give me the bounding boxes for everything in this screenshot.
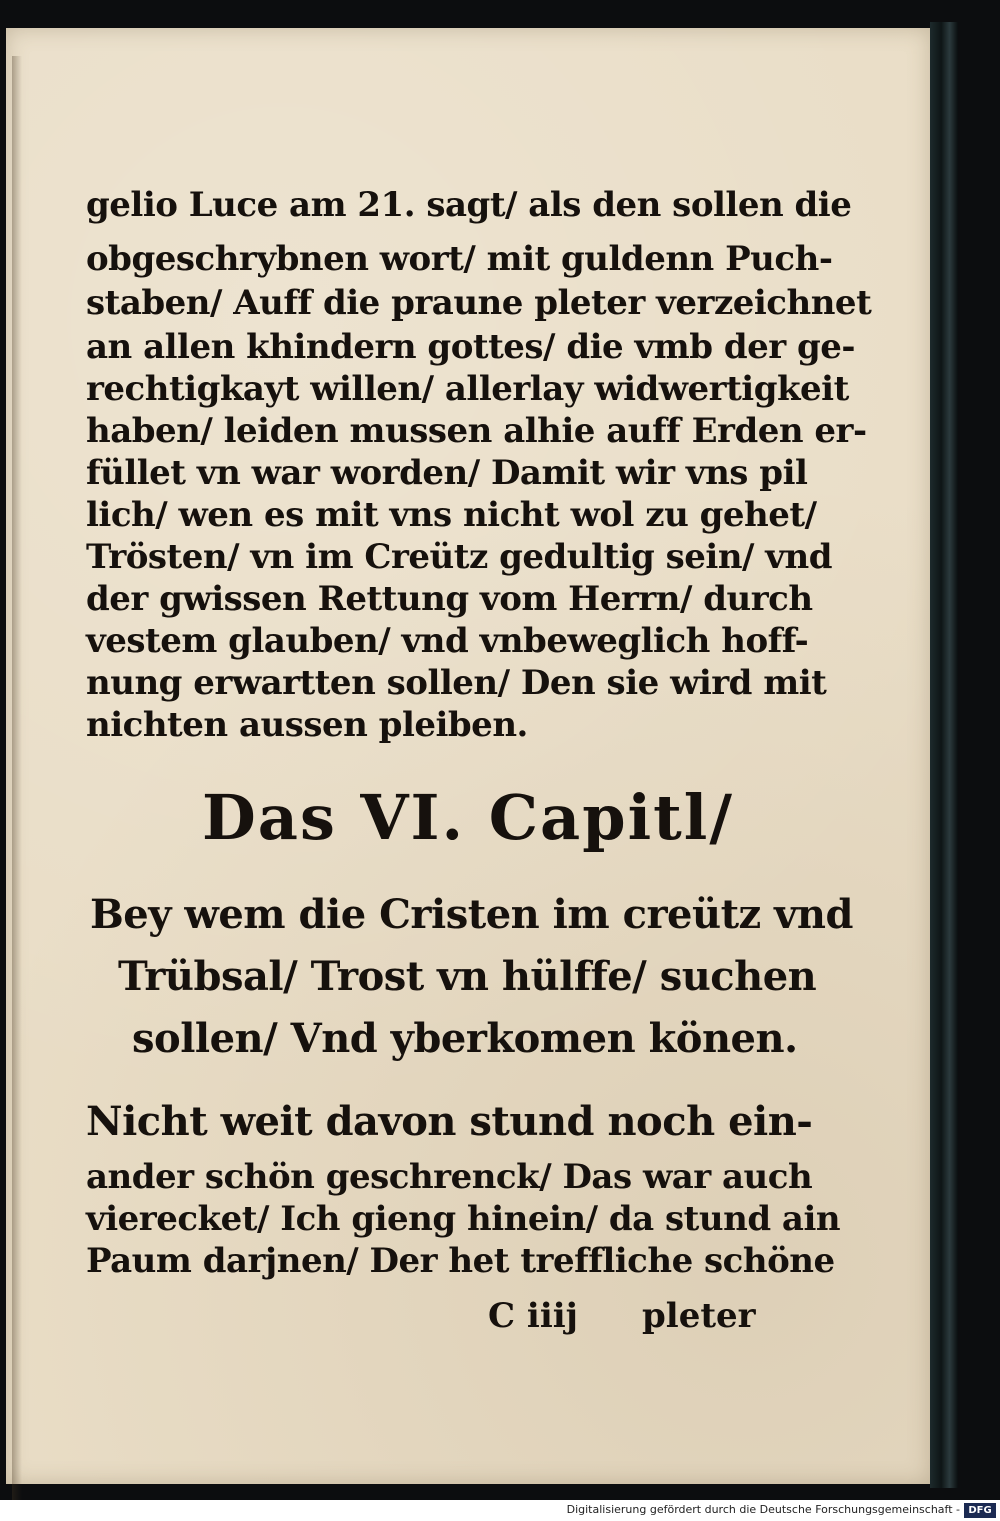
body-line: gelio Luce am 21. sagt/ als den sollen die [86, 185, 852, 225]
book-page-edge [930, 22, 958, 1488]
chapter-heading-line: sollen/ Vnd yberkomen könen. [132, 1015, 798, 1062]
book-page [6, 28, 930, 1484]
paragraph-line: vierecket/ Ich gieng hinein/ da stund ain [86, 1199, 841, 1239]
body-line: vestem glauben/ vnd vnbeweglich hoff- [86, 621, 809, 661]
paragraph-line: Nicht weit davon stund noch ein- [86, 1098, 813, 1145]
body-line: an allen khindern gottes/ die vmb der ge- [86, 327, 855, 367]
dfg-logo: DFG [964, 1503, 996, 1518]
body-line: nung erwartten sollen/ Den sie wird mit [86, 663, 827, 703]
body-line: obgeschrybnen wort/ mit guldenn Puch- [86, 239, 833, 279]
paragraph-line: Paum darjnen/ Der het treffliche schöne [86, 1241, 835, 1281]
body-line: staben/ Auff die praune pleter verzeichnet [86, 283, 872, 323]
chapter-heading-line: Trübsal/ Trost vn hülffe/ suchen [118, 953, 817, 1000]
body-line: der gwissen Rettung vom Herrn/ durch [86, 579, 813, 619]
body-line: lich/ wen es mit vns nicht wol zu gehet/ [86, 495, 817, 535]
body-line: nichten aussen pleiben. [86, 705, 528, 745]
chapter-heading-line: Bey wem die Cristen im creütz vnd [90, 891, 853, 938]
chapter-title: Das VI. Capitl/ [202, 781, 734, 854]
catchword: pleter [642, 1296, 756, 1336]
footer-bar [0, 1500, 1000, 1521]
funding-credit: Digitalisierung gefördert durch die Deutsche Forschungsgemeinschaft - [566, 1503, 960, 1516]
paragraph-line: ander schön geschrenck/ Das war auch [86, 1157, 813, 1197]
body-line: rechtigkayt willen/ allerlay widwertigkeit [86, 369, 849, 409]
signature-mark: C iiij [488, 1296, 578, 1336]
body-line: haben/ leiden mussen alhie auff Erden er- [86, 411, 867, 451]
body-line: füllet vn war worden/ Damit wir vns pil [86, 453, 808, 493]
spine-shadow [12, 56, 22, 1500]
body-line: Trösten/ vn im Creütz gedultig sein/ vnd [86, 537, 833, 577]
